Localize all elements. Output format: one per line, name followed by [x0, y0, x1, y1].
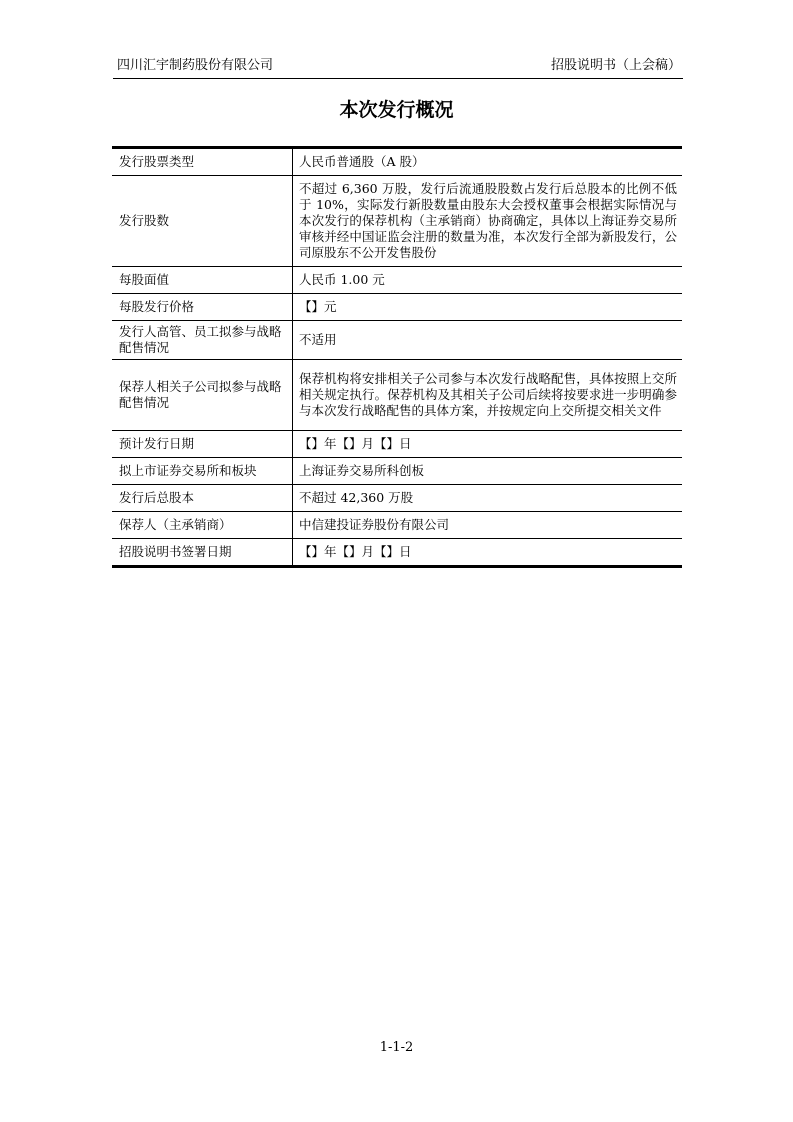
- row-value: 不超过 6,360 万股，发行后流通股股数占发行后总股本的比例不低于 10%，实际发行新股数量由股东大会授权董事会根据实际情况与本次发行的保荐机构（主承销商）协商确定，具体以上海证券交易所审核并经中国证监会注册的数量为准，本次发行全部为新股发行，公司原股东不公开发售股份: [293, 176, 683, 267]
- row-label: 发行股数: [112, 176, 293, 267]
- table-row: [112, 294, 682, 321]
- row-value: 人民币 1.00 元: [293, 267, 683, 294]
- table-row: [112, 176, 682, 267]
- table-row: [112, 431, 682, 458]
- row-label: 预计发行日期: [112, 431, 293, 458]
- table-row: [112, 360, 682, 431]
- table-row: [112, 148, 682, 176]
- table-row: [112, 512, 682, 539]
- row-value: 【】年【】月【】日: [293, 431, 683, 458]
- page-header: [113, 56, 683, 79]
- offering-overview-table: [112, 146, 682, 568]
- page-title: 本次发行概况: [339, 99, 454, 121]
- row-value: 【】元: [293, 294, 683, 321]
- page-number: 1-1-2: [379, 1040, 414, 1055]
- row-value: 不适用: [293, 321, 683, 360]
- row-label: 拟上市证券交易所和板块: [112, 458, 293, 485]
- row-value: 不超过 42,360 万股: [293, 485, 683, 512]
- header-document-type: 招股说明书（上会稿）: [550, 58, 681, 73]
- table-row: [112, 458, 682, 485]
- row-value: 中信建投证券股份有限公司: [293, 512, 683, 539]
- header-company-name: 四川汇宇制药股份有限公司: [117, 58, 274, 73]
- table-row: [112, 485, 682, 512]
- table-row: [112, 321, 682, 360]
- row-label: 发行股票类型: [112, 148, 293, 176]
- table-row: [112, 539, 682, 567]
- row-label: 招股说明书签署日期: [112, 539, 293, 567]
- row-value: 上海证券交易所科创板: [293, 458, 683, 485]
- row-value: 【】年【】月【】日: [293, 539, 683, 567]
- row-label: 每股面值: [112, 267, 293, 294]
- row-label: 保荐人相关子公司拟参与战略配售情况: [112, 360, 293, 431]
- table-row: [112, 267, 682, 294]
- row-value: 保荐机构将安排相关子公司参与本次发行战略配售，具体按照上交所相关规定执行。保荐机构及其相关子公司后续将按要求进一步明确参与本次发行战略配售的具体方案，并按规定向上交所提交相关文件: [293, 360, 683, 431]
- row-label: 保荐人（主承销商）: [112, 512, 293, 539]
- row-label: 每股发行价格: [112, 294, 293, 321]
- row-label: 发行人高管、员工拟参与战略配售情况: [112, 321, 293, 360]
- row-label: 发行后总股本: [112, 485, 293, 512]
- row-value: 人民币普通股（A 股）: [299, 154, 425, 169]
